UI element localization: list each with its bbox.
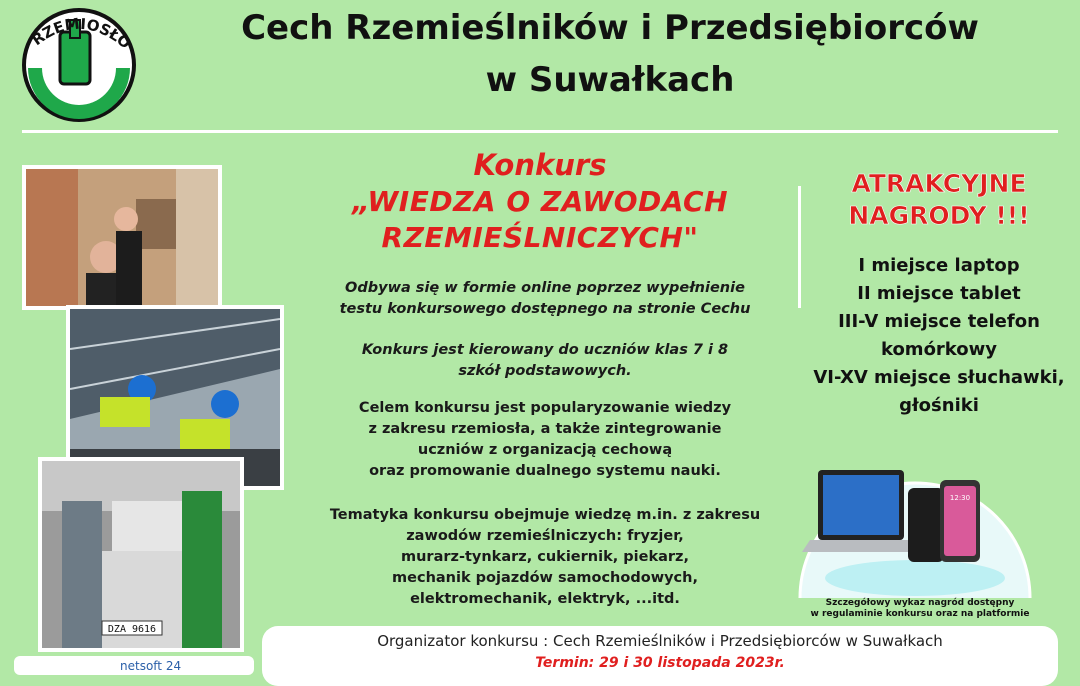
- term-text: Termin: 29 i 30 listopada 2023r.: [535, 655, 785, 671]
- contest-paragraph-2: Konkurs jest kierowany do uczniów klas 7 i 8 szkół podstawowych.: [361, 342, 729, 379]
- page-title-line2: w Suwałkach: [485, 60, 735, 100]
- photo-hairdresser: [22, 165, 222, 310]
- contest-paragraph-1: Odbywa się w formie online poprzez wypełnienie testu konkursowego dostępnego na stronie Cechu: [339, 280, 751, 317]
- svg-text:RZEMIOSŁO: RZEMIOSŁO: [28, 14, 135, 53]
- header-divider: [22, 130, 1058, 133]
- prize-item: I miejsce laptop: [858, 255, 1020, 276]
- page-title-line1: Cech Rzemieślników i Przedsiębiorców: [241, 8, 979, 48]
- vertical-divider: [798, 186, 801, 308]
- prize-item: VI-XV miejsce słuchawki,: [813, 367, 1065, 388]
- svg-text:12:30: 12:30: [949, 494, 971, 502]
- prize-item: II miejsce tablet: [857, 283, 1021, 304]
- prize-note: Szczegółowy wykaz nagród dostępny w regulaminie konkursu oraz na platformie: [810, 598, 1030, 619]
- prize-list: [808, 252, 1070, 420]
- photo-car-mechanics: [38, 457, 244, 652]
- contest-label: Konkurs: [473, 148, 607, 182]
- prize-item: głośniki: [899, 395, 979, 416]
- contest-paragraph-4: Tematyka konkursu obejmuje wiedzę m.in. z zakresu zawodów rzemieślniczych: fryzjer, murarz-tynkarz, cukiernik, piekarz, mechanik pojazdów samochodowych, elektromechanik, elektryk, ...itd.: [329, 507, 761, 607]
- prize-item: III-V miejsce telefon: [838, 311, 1040, 332]
- prizes-title: ATRAKCYJNE NAGRODY !!!: [848, 169, 1030, 230]
- prizes-devices-image: [790, 448, 1040, 598]
- contest-name: „WIEDZA O ZAWODACH RZEMIEŚLNICZYCH": [351, 185, 729, 254]
- prize-item: komórkowy: [880, 339, 998, 360]
- netsoft-logo: netsoft 24: [120, 659, 182, 673]
- craft-logo-icon: [14, 6, 144, 124]
- svg-text:DZA 9616: DZA 9616: [107, 624, 157, 635]
- organizer-text: Organizator konkursu : Cech Rzemieślników i Przedsiębiorców w Suwałkach: [377, 632, 943, 650]
- contest-paragraph-3: Celem konkursu jest popularyzowanie wiedzy z zakresu rzemiosła, a także zintegrowanie uczniów z organizacją cechową oraz promowanie dualnego systemu nauki.: [358, 400, 732, 479]
